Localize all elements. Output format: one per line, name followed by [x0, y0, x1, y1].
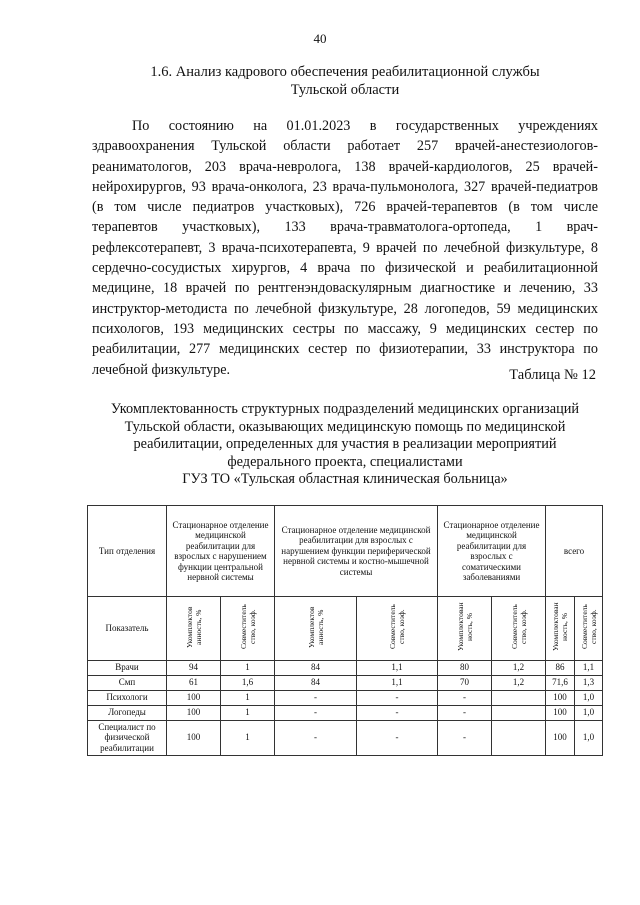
table-cell: -: [275, 720, 357, 755]
subcol-label: Укомплектов анность, %: [184, 606, 203, 648]
table-cell: 1,6: [221, 675, 275, 690]
table-cell: [492, 690, 546, 705]
subcol-label: Укомплектован ность, %: [455, 602, 474, 652]
subcol-header: [492, 597, 546, 661]
table-cell: 100: [167, 720, 221, 755]
table-cell: 1,2: [492, 660, 546, 675]
table-cell: 84: [275, 660, 357, 675]
table-cell: 70: [438, 675, 492, 690]
table-cell: 1,1: [575, 660, 603, 675]
subcol-label: Укомплектован ность, %: [551, 602, 570, 652]
table-cell: 1,3: [575, 675, 603, 690]
group-header: Стационарное отделение медицинской реабилитации для взрослых с нарушением функции периферической нервной системы и костно-мышечной системы: [275, 506, 438, 597]
section-title-line: Тульской области: [290, 82, 400, 98]
subcol-header: [167, 597, 221, 661]
table-cell: 100: [546, 720, 575, 755]
table-cell: 1: [221, 705, 275, 720]
table-cell: 1: [221, 690, 275, 705]
table-cell: 1,2: [492, 675, 546, 690]
table-cell: 61: [167, 675, 221, 690]
table-header-row: [88, 506, 603, 597]
table-row: [88, 720, 603, 755]
subcol-header: [275, 597, 357, 661]
table-cell: 84: [275, 675, 357, 690]
table-cell: -: [357, 690, 438, 705]
table-cell: -: [438, 720, 492, 755]
table-cell: 100: [167, 690, 221, 705]
table-cell: 80: [438, 660, 492, 675]
subcol-label: Совместитель ство, коэф.: [238, 604, 257, 650]
group-header: Стационарное отделение медицинской реабилитации для взрослых с соматическими заболеваниями: [438, 506, 546, 597]
table-caption-line: реабилитации, определенных для участия в реализации мероприятий: [133, 436, 557, 452]
subcol-label: Совместитель ство, коэф.: [509, 604, 528, 650]
subcol-header: [357, 597, 438, 661]
subcol-label: Совместитель ство, коэф.: [388, 604, 407, 650]
subcol-label: Укомплектов анность, %: [306, 606, 325, 648]
table-caption-line: ГУЗ ТО «Тульская областная клиническая больница»: [182, 471, 508, 487]
group-header: всего: [546, 506, 603, 597]
subcol-header: [438, 597, 492, 661]
corner-header: Тип отделения: [88, 506, 167, 597]
table-cell: 1: [221, 660, 275, 675]
table-cell: 86: [546, 660, 575, 675]
table-caption-line: Укомплектованность структурных подразделений медицинских организаций: [110, 401, 580, 417]
section-title-line: 1.6. Анализ кадрового обеспечения реабилитационной службы: [150, 64, 540, 80]
table-cell: -: [438, 705, 492, 720]
table-caption: [85, 401, 605, 489]
table-cell: 1,0: [575, 705, 603, 720]
row-label: Врачи: [88, 660, 167, 675]
row-header: Показатель: [88, 597, 167, 661]
table-cell: 1: [221, 720, 275, 755]
table-caption-line: федерального проекта, специалистами: [227, 453, 463, 470]
subcol-header: [546, 597, 575, 661]
table-cell: -: [275, 690, 357, 705]
table-body: [88, 660, 603, 755]
table-cell: 1,0: [575, 720, 603, 755]
table-cell: -: [357, 705, 438, 720]
table-cell: [492, 705, 546, 720]
table-cell: 71,6: [546, 675, 575, 690]
subcol-header: [575, 597, 603, 661]
table-row: [88, 690, 603, 705]
table-cell: -: [438, 690, 492, 705]
table-row: [88, 660, 603, 675]
group-header: Стационарное отделение медицинской реабилитации для взрослых с нарушением функции центральной нервной системы: [167, 506, 275, 597]
page-number: 40: [313, 31, 327, 46]
table-caption-line: Тульской области, оказывающих медицинскую помощь по медицинской: [124, 418, 566, 435]
staffing-table: [87, 505, 603, 756]
subcol-header: [221, 597, 275, 661]
row-label: Смп: [88, 675, 167, 690]
row-label: Специалист по физической реабилитации: [88, 720, 167, 755]
table-cell: [492, 720, 546, 755]
table-cell: -: [275, 705, 357, 720]
table-label: Таблица № 12: [509, 367, 596, 383]
table-row: [88, 675, 603, 690]
table-row: [88, 705, 603, 720]
section-title: [80, 63, 610, 99]
table-cell: -: [357, 720, 438, 755]
table-cell: 100: [167, 705, 221, 720]
table-subheader-row: [88, 597, 603, 661]
table-cell: 1,1: [357, 675, 438, 690]
table-cell: 1,0: [575, 690, 603, 705]
row-label: Логопеды: [88, 705, 167, 720]
table-cell: 1,1: [357, 660, 438, 675]
table-cell: 100: [546, 705, 575, 720]
body-paragraph: По состоянию на 01.01.2023 в государственных учреждениях здравоохранения Тульской области работает 257 врачей-анестезиологов-реаниматологов, 203 врача-невролога, 138 врачей-кардиологов, 25 врачей-нейрохирургов, 93 врача-онколога, 23 врача-пульмонолога, 327 врачей-педиатров (в том числе педиатров участковых), 726 врачей-терапевтов (в том числе терапевтов участковых), 133 врача-травматолога-ортопеда, 1 врач-рефлексотерапевт, 3 врача-психотерапевта, 9 врачей по лечебной физкультуре, 8 сердечно-сосудистых хирургов, 4 врача по физической и реабилитационной медицине, 18 врачей по рентгенэндоваскулярным диагностике и лечению, 33 инструктор-методиста по лечебной физкультуре, 28 логопедов, 59 медицинских психологов, 193 медицинских сестры по массажу, 9 медицинских сестер по реабилитации, 277 медицинских сестер по физиотерапии, 33 инструктора по лечебной физкультуре.: [92, 118, 598, 378]
table-cell: 94: [167, 660, 221, 675]
table-cell: 100: [546, 690, 575, 705]
subcol-label: Совместитель ство, коэф.: [579, 604, 598, 650]
row-label: Психологи: [88, 690, 167, 705]
